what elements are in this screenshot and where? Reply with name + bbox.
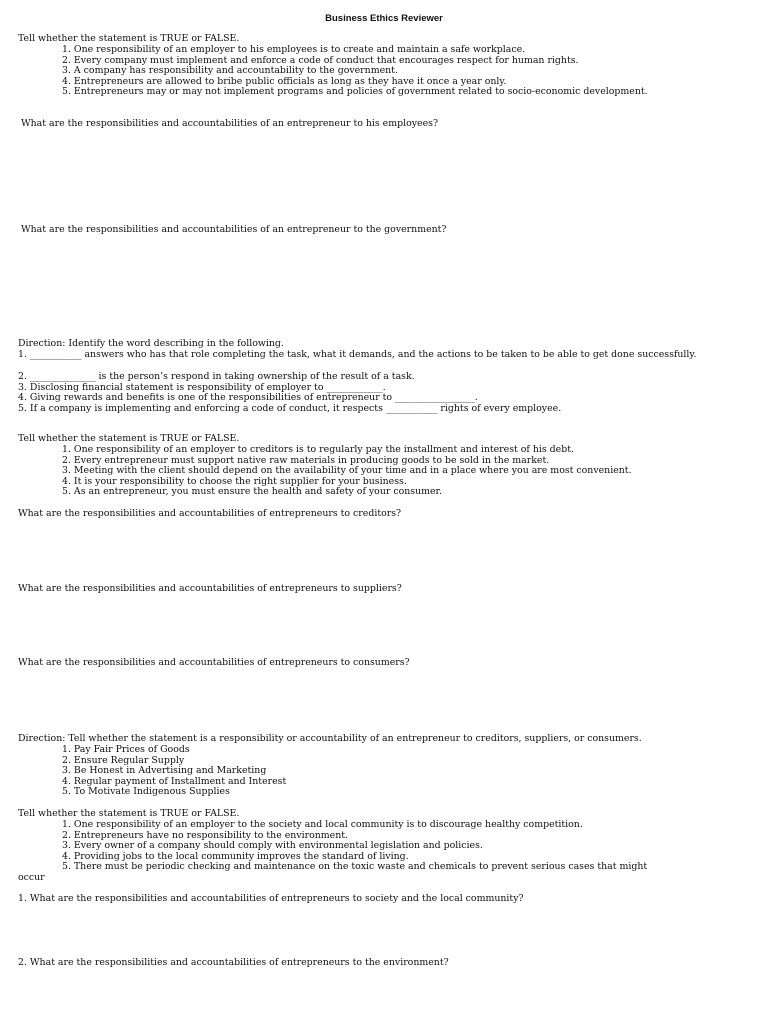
question-creditors: What are the responsibilities and accountabilities of entrepreneurs to creditors?: [18, 508, 402, 519]
list-item: 5. As an entrepreneur, you must ensure the health and safety of your consumer.: [62, 486, 442, 498]
list-item: 2. ______________ is the person’s respond in taking ownership of the result of a task.: [18, 371, 415, 382]
list-item: 1. One responsibility of an employer to creditors is to regularly pay the installment and interest of his debt.: [62, 444, 574, 455]
list-item: 3. Meeting with the client should depend on the availability of your time and in a place where you are most convenient.: [62, 465, 632, 477]
list-item: 3. Be Honest in Advertising and Marketing: [62, 765, 267, 777]
tf3-heading: Tell whether the statement is TRUE or FALSE.: [18, 808, 240, 819]
tf3-list: [62, 820, 647, 873]
list-item: 1. One responsibility of an employer to the society and local community is to discourage healthy competition.: [62, 819, 583, 830]
question-environment: 2. What are the responsibilities and accountabilities of entrepreneurs to the environment?: [18, 957, 449, 968]
list-item: 3. Every owner of a company should comply with environmental legislation and policies.: [62, 840, 483, 852]
identify-item-1: 1. ___________ answers who has that role completing the task, what it demands, and the actions to be taken to be able to get done successfully.: [18, 349, 697, 360]
question-society: 1. What are the responsibilities and accountabilities of entrepreneurs to society and the local community?: [18, 893, 524, 904]
tf2-list: [62, 445, 632, 498]
identify-heading: Direction: Identify the word describing in the following.: [18, 338, 284, 349]
list-item: 2. Every company must implement and enforce a code of conduct that encourages respect for human rights.: [62, 54, 579, 66]
list-item: 5. There must be periodic checking and maintenance on the toxic waste and chemicals to prevent serious cases that might: [62, 861, 648, 873]
question-suppliers: What are the responsibilities and accountabilities of entrepreneurs to suppliers?: [18, 583, 402, 594]
list-item: 2. Ensure Regular Supply: [62, 754, 185, 766]
list-item: 4. Entrepreneurs are allowed to bribe public officials as long as they have it once a year only.: [62, 75, 507, 87]
question-consumers: What are the responsibilities and accountabilities of entrepreneurs to consumers?: [18, 657, 410, 668]
list-item: 1. Pay Fair Prices of Goods: [62, 744, 190, 755]
list-item: 4. Giving rewards and benefits is one of the responsibilities of entrepreneur to _________________.: [18, 392, 478, 404]
page-title: Business Ethics Reviewer: [325, 13, 443, 24]
list-item: 5. Entrepreneurs may or may not implement programs and policies of government related to socio-economic development.: [62, 86, 648, 98]
tf2-heading: Tell whether the statement is TRUE or FALSE.: [18, 433, 240, 444]
list-item: 5. If a company is implementing and enforcing a code of conduct, it respects ___________ rights of every employee.: [18, 402, 562, 414]
question-employees: What are the responsibilities and accountabilities of an entrepreneur to his employees?: [21, 118, 438, 129]
list-item: 2. Entrepreneurs have no responsibility to the environment.: [62, 829, 349, 841]
classify-heading: Direction: Tell whether the statement is a responsibility or accountability of an entrepreneur to creditors, suppliers, or consumers.: [18, 733, 642, 744]
list-item: 1. One responsibility of an employer to his employees is to create and maintain a safe workplace.: [62, 44, 526, 55]
identify-list: [18, 372, 561, 414]
list-item: 5. To Motivate Indigenous Supplies: [62, 786, 230, 798]
list-item: 2. Every entrepreneur must support native raw materials in producing goods to be sold in the market.: [62, 454, 550, 466]
tf1-heading: Tell whether the statement is TRUE or FALSE.: [18, 33, 240, 44]
tf3-continuation: occur: [18, 872, 45, 883]
tf1-list: [62, 45, 648, 98]
question-government: What are the responsibilities and accountabilities of an entrepreneur to the government?: [21, 224, 447, 235]
list-item: 3. A company has responsibility and accountability to the government.: [62, 65, 398, 77]
list-item: 4. Regular payment of Installment and Interest: [62, 775, 287, 787]
list-item: 3. Disclosing financial statement is responsibility of employer to ____________.: [18, 381, 386, 393]
list-item: 4. It is your responsibility to choose the right supplier for your business.: [62, 475, 407, 487]
list-item: 4. Providing jobs to the local community improves the standard of living.: [62, 850, 409, 862]
classify-list: [62, 745, 286, 798]
